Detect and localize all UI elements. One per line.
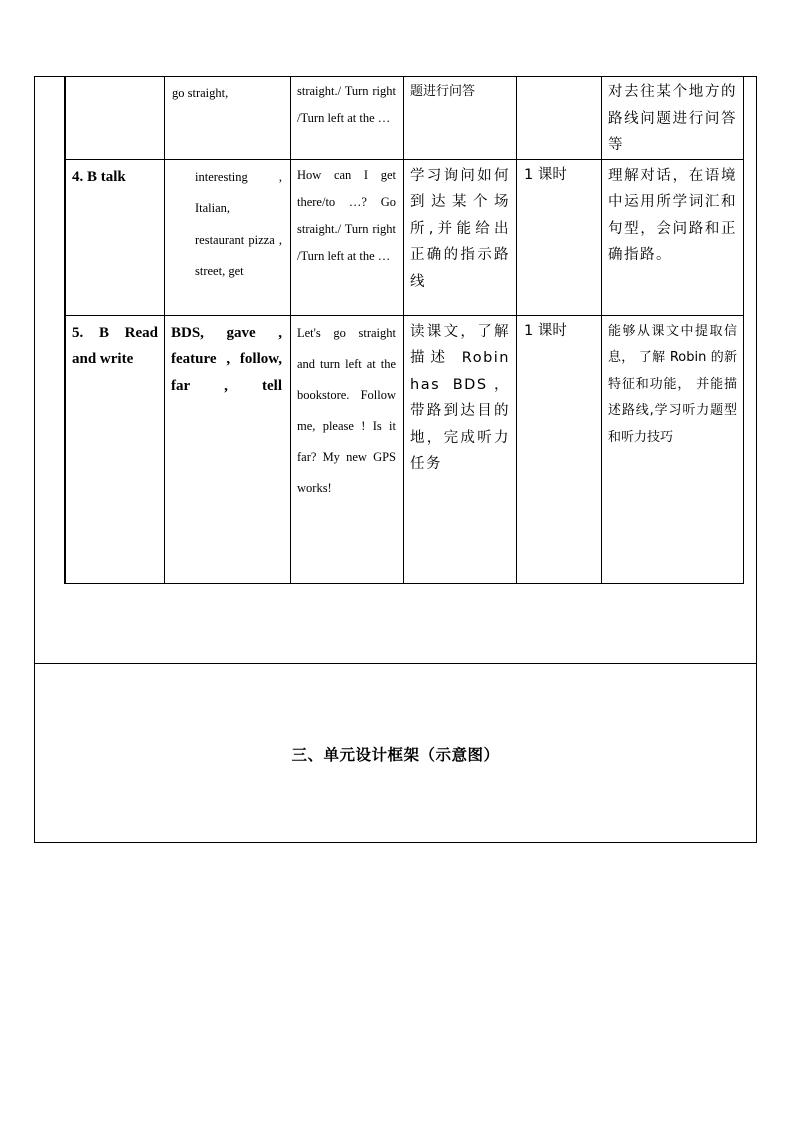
table-row xyxy=(65,315,744,583)
table-row xyxy=(65,76,744,159)
objective-cell: 对去往某个地方的路线问题进行问答等 xyxy=(602,76,744,159)
lesson-cell xyxy=(65,76,165,159)
vocab-cell: go straight, xyxy=(165,76,291,159)
sentence-cell: Let's go straight and turn left at the bookstore. Follow me, please ! Is it far? My new GPS works! xyxy=(291,315,404,583)
goal-cell: 读课文，了解描述 Robin has BDS，带路到达目的地，完成听力任务 xyxy=(404,315,517,583)
lesson-cell: 5. B Read and write xyxy=(65,315,165,583)
hours-cell: 1 课时 xyxy=(517,315,602,583)
goal-cell: 学习询问如何到达某个场所,并能给出正确的指示路线 xyxy=(404,159,517,315)
section-divider xyxy=(35,663,756,664)
sentence-cell: How can I get there/to …? Go straight./ Turn right /Turn left at the … xyxy=(291,159,404,315)
lesson-cell: 4. B talk xyxy=(65,159,165,315)
goal-cell: 题进行问答 xyxy=(404,76,517,159)
hours-cell: 1 课时 xyxy=(517,159,602,315)
table-row xyxy=(65,159,744,315)
section-title: 三、单元设计框架（示意图） xyxy=(291,746,500,764)
vocab-cell: interesting , Italian, restaurant pizza , street, get xyxy=(165,159,291,315)
vocab-cell: BDS, gave , feature , follow, far , tell xyxy=(165,315,291,583)
sentence-cell: straight./ Turn right /Turn left at the … xyxy=(291,76,404,159)
hours-cell xyxy=(517,76,602,159)
unit-plan-table xyxy=(64,76,744,584)
objective-cell: 能够从课文中提取信息， 了解 Robin 的新特征和功能， 并能描述路线,学习听力题型和听力技巧 xyxy=(602,315,744,583)
objective-cell: 理解对话，在语境中运用所学词汇和句型，会问路和正确指路。 xyxy=(602,159,744,315)
